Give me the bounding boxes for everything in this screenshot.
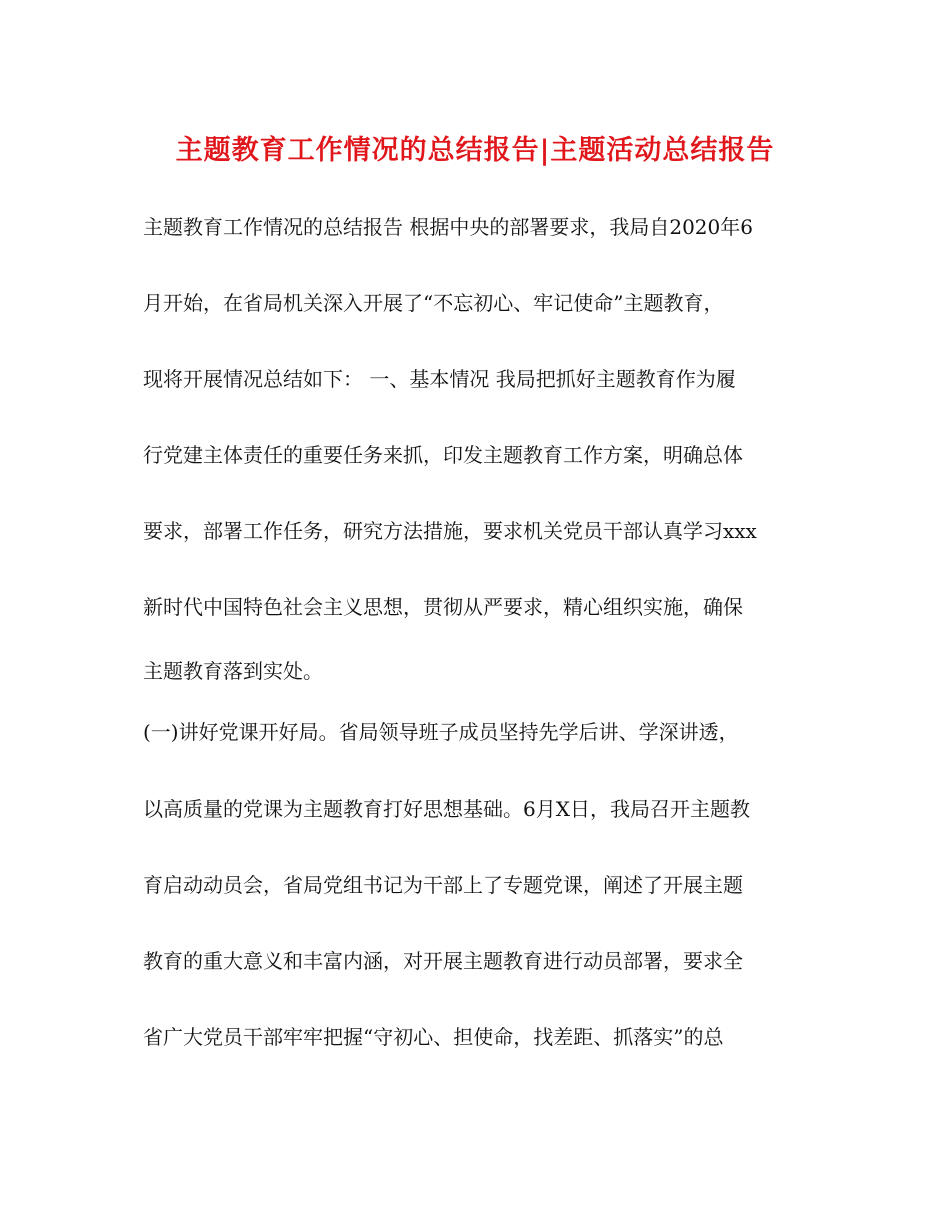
body-line: 要求，部署工作任务，研究方法措施，要求机关党员干部认真学习xxx xyxy=(143,519,757,543)
body-line: 月开始，在省局机关深入开展了“不忘初心、牢记使命”主题教育， xyxy=(143,291,724,315)
body-line: 行党建主体责任的重要任务来抓，印发主题教育工作方案，明确总体 xyxy=(143,443,743,467)
body-line: 省广大党员干部牢牢把握“守初心、担使命，找差距、抓落实”的总 xyxy=(143,1025,724,1049)
body-line: 主题教育落到实处。 xyxy=(143,659,323,683)
body-line: 教育的重大意义和丰富内涵，对开展主题教育进行动员部署，要求全 xyxy=(143,949,743,973)
body-line: 以高质量的党课为主题教育打好思想基础。6月X日，我局召开主题教 xyxy=(143,797,750,821)
body-line: 新时代中国特色社会主义思想，贯彻从严要求，精心组织实施，确保 xyxy=(143,595,743,619)
body-line: (一)讲好党课开好局。省局领导班子成员坚持先学后讲、学深讲透， xyxy=(143,720,739,744)
body-line: 育启动动员会，省局党组书记为干部上了专题党课，阐述了开展主题 xyxy=(143,873,743,897)
body-line: 主题教育工作情况的总结报告 根据中央的部署要求，我局自2020年6 xyxy=(143,215,753,239)
document-title: 主题教育工作情况的总结报告|主题活动总结报告 xyxy=(175,135,775,166)
body-line: 现将开展情况总结如下： 一、基本情况 我局把抓好主题教育作为履 xyxy=(143,367,736,391)
